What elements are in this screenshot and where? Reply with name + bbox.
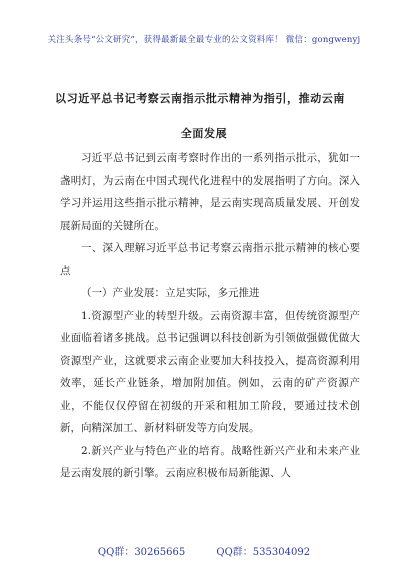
section-heading-1: 一、深入理解习近平总书记考察云南指示批示精神的核心要点 bbox=[60, 242, 360, 277]
document-title-line2: 全面发展 bbox=[180, 127, 228, 140]
document-body bbox=[60, 147, 360, 485]
footer-qq-group-2: QQ群：535304092 bbox=[216, 547, 311, 558]
paragraph-intro: 习近平总书记到云南考察时作出的一系列指示批示，犹如一盏明灯，为云南在中国式现代化进程中的发展指明了方向。深入学习并运用这些指示批示精神，是云南实现高质量发展、开创发展新局面的关键所在。 bbox=[60, 152, 360, 232]
paragraph-emerging-industry: 2.新兴产业与特色产业的培育。战略性新兴产业和未来产业是云南发展的新引擎。云南应积极布局新能源、人 bbox=[60, 444, 360, 479]
subsection-heading-1: （一）产业发展：立足实际，多元推进 bbox=[81, 287, 260, 299]
footer-qq-group-1: QQ群：30265665 bbox=[97, 547, 186, 558]
paragraph-resource-industry: 1.资源型产业的转型升级。云南资源丰富，但传统资源型产业面临着诸多挑战。总书记强调以科技创新为引领做强做优做大资源型产业，这就要求云南企业要加大科技投入，提高资源利用效率，延长产业链条，增加附加值。例如，云南的矿产资源产业，不能仅仅停留在初级的开采和粗加工阶段，要通过技术创新，向精深加工、新材料研发等方向发展。 bbox=[60, 309, 360, 434]
footer-qq-groups bbox=[0, 543, 408, 558]
header-promo-text: 关注头条号“公文研究”，获得最新最全最专业的公文资料库！ 微信：gongwenyj bbox=[47, 35, 361, 45]
document-title-line1: 以习近平总书记考察云南指示批示精神为指引，推动云南 bbox=[55, 92, 345, 105]
